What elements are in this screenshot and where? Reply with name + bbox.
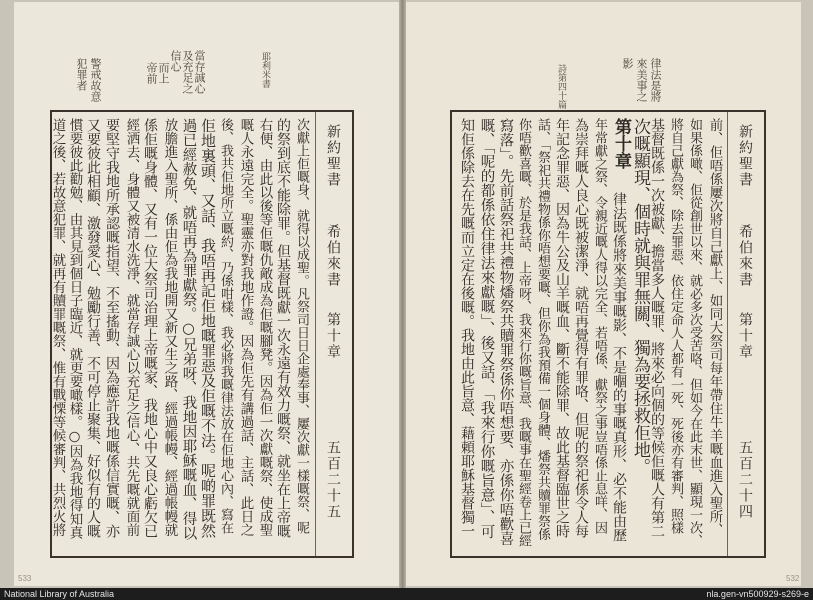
right-text-column: 話、「祭祀共禮物係你唔想要嘅、但你為我預備一個身體、燔祭共贖罪祭係 <box>535 118 550 541</box>
left-text-column: 經洒去、身體又被清水洗淨、就當存誠心以充足之信心、共先嘅就面前 <box>123 118 140 537</box>
right-running-chapter: 第十章 <box>737 312 753 360</box>
left-text-column: 放膽進入聖所、係由佢為我地開又新又生之路、經過帳幔、經過帳幔就 <box>161 118 178 537</box>
footer-identifier: nla.gen-vn500929-s269-e <box>706 589 809 599</box>
left-running-chapter: 第十章 <box>325 312 341 360</box>
left-text-column: 佢地裏頭、又話、我唔再記佢地嘅罪惡及佢嘅不法。呢啲罪既然 <box>199 118 217 538</box>
chapter-heading: 第十章 <box>611 118 631 169</box>
left-side-note: 信心 <box>169 50 182 72</box>
right-text-column: 你唔歡喜嘅、於是我話、上帝呀、我來行你嘅旨意、我嘅事在聖經卷上已經 <box>516 118 531 547</box>
right-text-column: 知佢係除去在先嘅而立定在後嘅。我地由此旨意、藉頼耶穌基督獨一 <box>459 118 475 538</box>
right-text-column: 年常獻之祭、令親近嘅人得以完全、若唔係、獻祭之事豈唔係止息咩、因 <box>592 118 607 534</box>
left-page-stamp: 533 <box>18 574 32 583</box>
left-text-column: 右便、由此以後等佢嘅仇敵成為佢嘅腳凳。因為佢一次獻嘅祭、使成聖 <box>256 118 273 537</box>
left-side-note: 耶利米書 <box>260 52 270 88</box>
left-text-column: 又要彼此相顧、激發愛心、勉勵行善、不可停止聚集、好似有的人嘅 <box>85 118 101 538</box>
right-text-column: 律法既係將來美事嘅影、不是嗰的事嘅真形、必不能由歷 <box>611 192 627 542</box>
left-text-column: 要堅守我地所承認嘅指望、不至搖動、因為應許我地嘅係信實嘅、亦 <box>104 118 120 538</box>
left-running-title: 新約聖書 <box>325 124 341 188</box>
right-side-note: 影 <box>621 58 634 69</box>
left-text-column: 次獻上佢嘅身、就得以成聖。凡祭司日日企處奉事、屢次獻一樣嘅祭、呢 <box>294 118 309 534</box>
right-header-rule <box>727 112 728 556</box>
right-text-column: 次嘅顯現、個時就與罪無關、獨為要拯救佢地。 <box>630 118 650 475</box>
book-gutter <box>399 0 406 588</box>
right-running-title: 新約聖書 <box>737 124 753 188</box>
left-text-column: 嘅人永遠完全。聖靈亦對我地作證。因為佢先有講過話、主話、此日之 <box>237 118 254 537</box>
left-side-note: 當存誠心 <box>193 50 206 94</box>
right-text-column: 將自己獻為祭、除去罪惡、依住定命人人都有一死、死後亦有審判、照樣 <box>668 118 683 534</box>
left-page <box>14 2 399 586</box>
right-page-number: 五百二十四 <box>737 440 753 520</box>
right-text-column: 前、佢唔係屢次將自己獻上、如同大祭司每年帶住牛羊嘅血進入聖所、 <box>706 118 723 537</box>
left-running-book: 希伯來書 <box>325 224 341 288</box>
right-text-column: 為崇拜嘅人良心既被潔淨、就唔再覺得有罪咯、但呢的祭祀係令人每 <box>573 118 589 538</box>
right-side-note: 來美事之 <box>635 58 648 102</box>
right-text-column: 年記念罪惡、因為牛公及山羊嘅血、斷不能除罪、故此基督臨世之時 <box>554 118 570 538</box>
left-text-column: 係佢嘅身體、又有一位大祭司治理上帝嘅家、我地心中又良心虧欠已 <box>142 118 158 538</box>
left-text-column: 過已經赦免、就唔再為罪獻祭。○兄弟呀、我地因耶穌嘅血、得以 <box>180 118 197 540</box>
right-text-column: 嘅、「呢的都係依住律法來獻嘅」、後又話、「我來行你嘅旨意」、可 <box>478 118 495 539</box>
left-header-rule <box>315 112 316 556</box>
right-side-note: 詩第四十篇 <box>556 64 566 109</box>
right-page <box>406 2 801 586</box>
left-side-note: 犯罪者 <box>75 58 88 91</box>
right-text-column: 寫落」。先前話祭祀共禮物燔祭共贖罪祭係你唔想要、亦係你唔歡喜 <box>497 118 514 546</box>
right-side-note: 律法是將 <box>649 58 662 102</box>
left-text-column: 慣要彼此勸勉、由其見到個日子臨近、就更要噉樣。○因為我地得知真 <box>66 118 83 539</box>
footer-credit: National Library of Australia <box>4 589 115 599</box>
left-text-column: 道之後、若故意犯罪、就再有贖罪嘅祭、惟有戰慄等候審判、共烈火將 <box>49 118 66 537</box>
left-side-note: 及充足之 <box>181 50 194 94</box>
right-text-column: 基督既係一次被獻、擔當多人嘅罪、將來必向個的等候佢嘅人有第二 <box>649 118 665 538</box>
right-running-book: 希伯來書 <box>737 224 753 288</box>
left-side-note: 帝前 <box>145 62 158 84</box>
left-side-note: 警戒故意 <box>89 58 102 102</box>
left-page-number: 五百二十五 <box>325 440 341 520</box>
left-side-note: 而上 <box>157 62 170 84</box>
right-page-stamp: 532 <box>786 574 800 583</box>
left-text-column: 的祭到底不能除罪。但基督既獻一次永遠有效力嘅祭、就坐在上帝嘅 <box>275 118 291 538</box>
right-text-column: 如果係噉、佢從創世以來、就必多次受苦咯、但如今在此末世、顯現一次、 <box>687 118 702 547</box>
left-text-column: 後、我共佢地所立嘅約、乃係咁樣、我必將我嘅律法放在佢地心內、寫在 <box>218 118 233 534</box>
footer-bar <box>0 588 813 600</box>
